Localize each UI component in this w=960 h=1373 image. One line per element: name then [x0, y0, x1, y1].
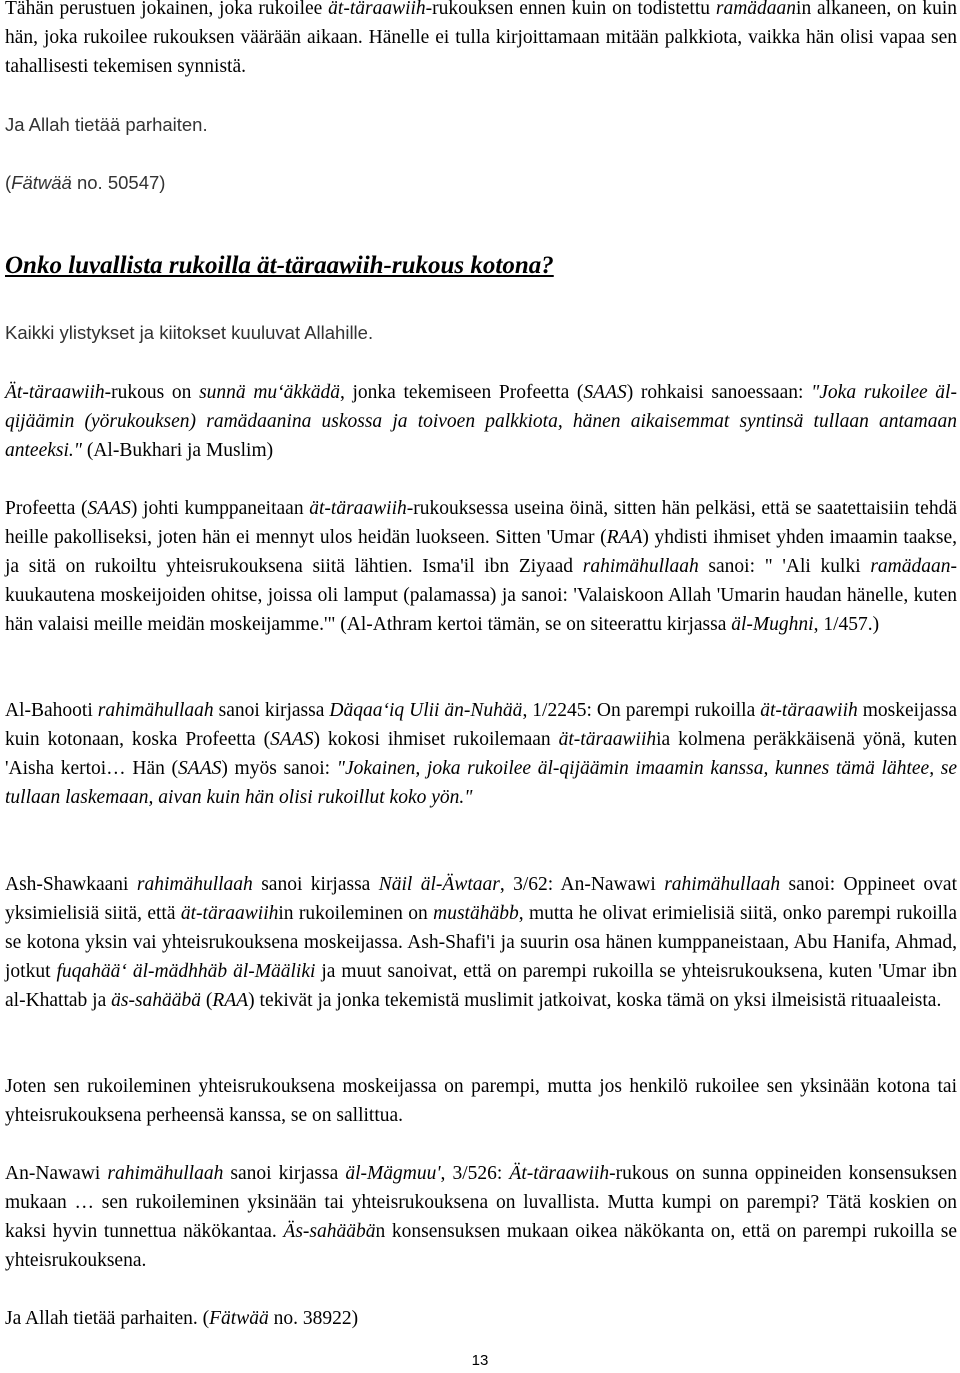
page-number: 13 — [471, 1352, 489, 1369]
italic-run: SAAS — [270, 729, 314, 750]
italic-run: ät-täraawiih — [760, 700, 858, 721]
text-run: Al-Bahooti — [5, 700, 98, 721]
text-run: -rukous on — [104, 382, 200, 403]
text-run: no. 38922) — [268, 1308, 359, 1329]
text-run: Onko luvallista rukoilla ät-täraawiih-rukous kotona? — [5, 252, 554, 279]
praise-line — [5, 320, 373, 346]
text-run: ) kokosi ihmiset rukoilemaan — [313, 729, 559, 750]
italic-run: SAAS — [87, 498, 131, 519]
italic-run: Äs-sahääbä — [283, 1221, 376, 1242]
text-run: Tähän perustuen jokainen, joka rukoilee — [5, 0, 329, 19]
italic-run: rahimähullaah — [582, 556, 699, 577]
text-run: sanoi kirjassa — [223, 1163, 346, 1184]
text-run: in rukoileminen on — [278, 903, 434, 924]
text-run: -rukouksessa useina öinä, sitten hän pelkäsi, että se saatettaisiin tehdä heille pakolliseksi, joten hän ei mennyt ulos heidän luokseen. Sitten 'Umar ( — [5, 498, 957, 548]
text-run: sanoi kirjassa — [252, 874, 379, 895]
text-run: Kaikki ylistykset ja kiitokset kuuluvat Allahille. — [5, 322, 374, 343]
paragraph-sunna — [5, 378, 957, 465]
italic-run: RAA — [212, 990, 249, 1011]
italic-run: rahimähullaah — [664, 874, 781, 895]
section-heading — [5, 250, 554, 282]
text-run: ) yhdisti ihmiset yhden imaamin taakse, ja sitä on rukoiltu yhteisrukouksena siitä lähtien. Isma'il ibn Ziyaad — [5, 527, 958, 577]
text-run: Ja Allah tietää parhaiten. ( — [5, 1308, 210, 1329]
italic-run: "Joka rukoilee äl-qijäämin (yörukouksen) ramädaanina uskossa ja toivoen palkkiota, hänen aikaisemmat syntinsä tullaan antamaan anteeksi." — [5, 382, 957, 461]
paragraph-bahooti — [5, 696, 957, 812]
italic-run: Ät-täraawiih — [5, 382, 105, 403]
paragraph-intro — [5, 0, 957, 81]
italic-run: fuqahää‘ äl-mädhhäb äl-Määliki — [56, 961, 316, 982]
text-run: Joten sen rukoileminen yhteisrukouksena moskeijassa on parempi, mutta jos henkilö rukoilee sen yksinään kotona tai yhteisrukouksena perheensä kanssa, se on sallittua. — [5, 1076, 957, 1126]
italic-run: sunnä mu‘äkkädä — [199, 382, 340, 403]
paragraph-home-prayer — [5, 1072, 957, 1130]
italic-run: ät-täraawiih — [558, 729, 657, 750]
italic-run: Fätwää — [11, 172, 72, 193]
italic-run: äl-Mughni — [731, 614, 814, 635]
italic-run: rahimähullaah — [97, 700, 214, 721]
text-run: sanoi: Oppineet ovat yksimielisiä siitä, että — [5, 874, 957, 924]
text-run: ) myös sanoi: — [221, 758, 337, 779]
italic-run: rahimähullaah — [136, 874, 253, 895]
text-run: ia kolmena peräkkäisenä yönä, kuten 'Aisha kertoi… Hän ( — [5, 729, 957, 779]
text-run: -rukouksen ennen kuin on todistettu — [425, 0, 716, 19]
italic-run: Däqaa‘iq Ulii än-Nuhää — [329, 700, 523, 721]
closing-reference — [5, 1304, 957, 1333]
italic-run: ät-täraawiih — [328, 0, 426, 19]
italic-run: RAA — [606, 527, 643, 548]
paragraph-shawkaani — [5, 870, 957, 1015]
text-run: An-Nawawi — [5, 1163, 108, 1184]
text-run: Ash-Shawkaani — [5, 874, 137, 895]
italic-run: äl-Mägmuu' — [345, 1163, 441, 1184]
text-run: , jonka tekemiseen Profeetta ( — [339, 382, 584, 403]
italic-run: ät-täraawiih — [309, 498, 407, 519]
text-run: Profeetta ( — [5, 498, 88, 519]
italic-run: Fätwää — [209, 1308, 269, 1329]
italic-run: SAAS — [178, 758, 222, 779]
italic-run: Ät-täraawiih — [509, 1163, 610, 1184]
italic-run: Näil äl-Äwtaar — [378, 874, 500, 895]
text-run: ( — [5, 172, 12, 193]
text-run: ) johti kumppaneitaan — [130, 498, 310, 519]
text-run: , 3/62: An-Nawawi — [499, 874, 665, 895]
fatwa-reference — [5, 170, 165, 196]
text-run: ( — [201, 990, 213, 1011]
italic-run: mustähäbb — [433, 903, 519, 924]
italic-run: rahimähullaah — [107, 1163, 224, 1184]
paragraph-umar — [5, 494, 957, 639]
text-run: ) rohkaisi sanoessaan: — [626, 382, 812, 403]
closing-line — [5, 112, 208, 138]
text-run: in alkaneen, on kuin hän, joka rukoilee rukouksen väärään aikaan. Hänelle ei tulla kirjoittamaan mitään palkkiota, vaikka hän olisi vapaa sen tahallisesti tekemisen synnistä. — [5, 0, 958, 77]
text-run: (Al-Bukhari ja Muslim) — [81, 440, 274, 461]
italic-run: ramädaan — [870, 556, 951, 577]
text-run: Ja Allah tietää parhaiten. — [5, 114, 208, 135]
text-run: , mutta he olivat erimielisiä siitä, onko parempi rukoilla se kotona yksin vai yhteisrukouksena moskeijassa. Ash-Shafi'i ja suurin osa hänen kumppaneistaan, Abu Hanifa, Ahmad, jotkut — [5, 903, 957, 982]
italic-run: ät-täraawiih — [180, 903, 279, 924]
text-run: ja muut sanoivat, että on parempi rukoilla se yhteisrukouksena, kuten 'Umar ibn al-Khattab ja — [5, 961, 958, 1011]
text-run: , 1/457.) — [813, 614, 880, 635]
italic-run: SAAS — [583, 382, 627, 403]
text-run: sanoi kirjassa — [213, 700, 330, 721]
text-run: n konsensuksen mukaan oikea näkökanta on, että on parempi rukoilla se yhteisrukouksena. — [5, 1221, 957, 1271]
text-run: ) tekivät ja jonka tekemistä muslimit jatkoivat, koska tämä on yksi ilmeisistä rituaaleista. — [248, 990, 942, 1011]
text-run: , 1/2245: On parempi rukoilla — [522, 700, 761, 721]
text-run: no. 50547) — [71, 172, 166, 193]
italic-run: ramädaan — [715, 0, 797, 19]
italic-run: äs-sahääbä — [111, 990, 202, 1011]
text-run: moskeijassa kuin kotonaan, koska Profeetta ( — [5, 700, 957, 750]
text-run: , 3/526: — [440, 1163, 510, 1184]
text-run: -rukous on sunna oppineiden konsensuksen mukaan … sen rukoileminen yksinään tai yhteisrukouksena on luvallista. Mutta kumpi on parempi? Tätä koskien on kaksi hyvin tunnettua näkökantaa. — [5, 1163, 957, 1242]
paragraph-nawawi — [5, 1159, 957, 1275]
italic-run: "Jokainen, joka rukoilee äl-qijäämin imaamin kanssa, kunnes tämä lähtee, se tullaan laskemaan, aivan kuin hän olisi rukoillut koko yön." — [5, 758, 957, 808]
text-run: sanoi: " 'Ali kulki — [698, 556, 871, 577]
text-run: -kuukautena moskeijoiden ohitse, joissa oli lamput (palamassa) ja sanoi: 'Valaiskoon Allah 'Umarin haudan hänelle, kuten hän valaisi meille meidän moskeijamme.'" (Al-Athram kertoi tämän, se on siteerattu kirjassa — [5, 556, 957, 635]
